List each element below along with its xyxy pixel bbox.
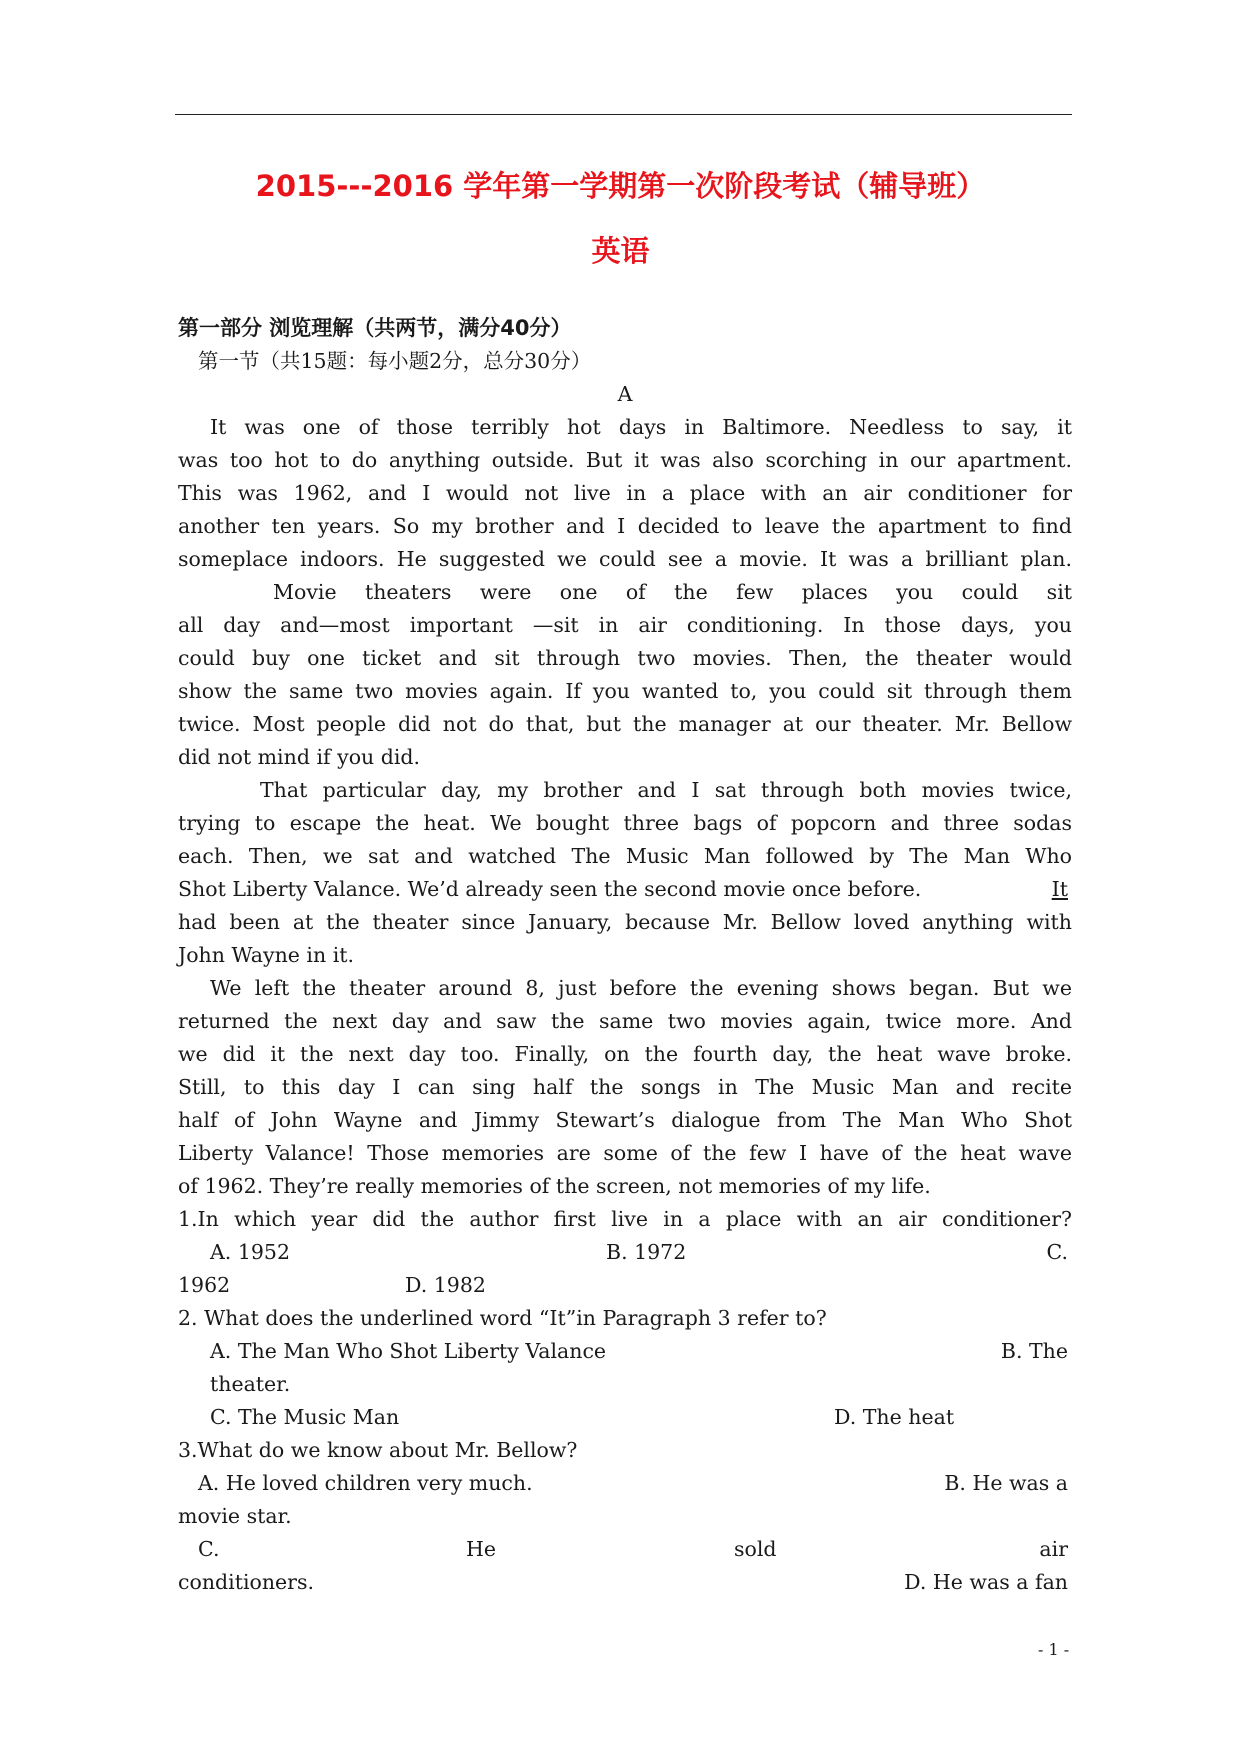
question-stem: 1.In which year did the author first live in a place with an air conditioner? — [178, 1207, 1072, 1231]
option-b: B. The — [1000, 1339, 1068, 1363]
passage-line: twice. Most people did not do that, but the manager at our theater. Mr. Bellow — [178, 712, 1072, 736]
question-options — [178, 1269, 1072, 1302]
option-c: C. — [198, 1537, 220, 1561]
passage-line: Liberty Valance! Those memories are some of the few I have of the heat wave — [178, 1141, 1072, 1165]
option-c-continued: conditioners. — [178, 1570, 315, 1594]
passage-line: show the same two movies again. If you wanted to, you could sit through them — [178, 679, 1072, 703]
option-a: A. He loved children very much. — [198, 1471, 533, 1495]
question-stem: 3.What do we know about Mr. Bellow? — [178, 1438, 578, 1462]
option-b-continued: theater. — [210, 1372, 291, 1396]
option-c-value: 1962 — [178, 1273, 231, 1297]
passage-line: could buy one ticket and sit through two movies. Then, the theater would — [178, 646, 1072, 670]
passage-line-with-underline — [178, 873, 1072, 906]
passage-line: This was 1962, and I would not live in a place with an air conditioner for — [178, 481, 1072, 505]
question-options — [178, 1566, 1072, 1599]
option-c-word: He — [466, 1537, 497, 1561]
exam-title: 2015---2016 学年第一学期第一次阶段考试（辅导班） — [255, 169, 986, 203]
passage-line: It was one of those terribly hot days in Baltimore. Needless to say, it — [210, 415, 1072, 439]
subject-title: 英语 — [591, 234, 650, 268]
passage-line: had been at the theater since January, because Mr. Bellow loved anything with — [178, 910, 1072, 934]
option-c-word: air — [1039, 1537, 1068, 1561]
question-options — [178, 1236, 1072, 1269]
passage-text: Shot Liberty Valance. We’d already seen the second movie once before. — [178, 877, 922, 901]
passage-line: of 1962. They’re really memories of the screen, not memories of my life. — [178, 1174, 931, 1198]
passage-line: another ten years. So my brother and I decided to leave the apartment to find — [178, 514, 1072, 538]
passage-line: someplace indoors. He suggested we could see a movie. It was a brilliant plan. — [178, 547, 1072, 571]
passage-line: Movie theaters were one of the few places you could sit — [273, 580, 1072, 604]
passage-line: was too hot to do anything outside. But it was also scorching in our apartment. — [178, 448, 1072, 472]
passage-line: we did it the next day too. Finally, on the fourth day, the heat wave broke. — [178, 1042, 1072, 1066]
part-heading: 第一部分 浏览理解（共两节，满分40分） — [178, 316, 572, 340]
option-d: D. He was a fan — [904, 1570, 1068, 1594]
option-b: B. He was a — [944, 1471, 1068, 1495]
passage-label: A — [617, 382, 633, 406]
passage-line: We left the theater around 8, just before the evening shows began. But we — [210, 976, 1072, 1000]
option-b: B. 1972 — [606, 1240, 687, 1264]
question-stem: 2. What does the underlined word “It”in Paragraph 3 refer to? — [178, 1306, 827, 1330]
option-c: C. — [1046, 1240, 1068, 1264]
passage-line: each. Then, we sat and watched The Music Man followed by The Man Who — [178, 844, 1072, 868]
underlined-word: It — [1051, 877, 1068, 901]
option-d: D. 1982 — [405, 1273, 486, 1297]
section-heading: 第一节（共15题：每小题2分，总分30分） — [198, 349, 592, 373]
question-options — [178, 1467, 1072, 1500]
header-rule — [175, 114, 1072, 115]
page-number: - 1 - — [1038, 1640, 1070, 1659]
option-d: D. The heat — [834, 1405, 955, 1429]
passage-line: all day and—most important —sit in air conditioning. In those days, you — [178, 613, 1072, 637]
option-c-word: sold — [734, 1537, 777, 1561]
question-options — [178, 1401, 1072, 1434]
option-a: A. 1952 — [210, 1240, 291, 1264]
passage-line: half of John Wayne and Jimmy Stewart’s dialogue from The Man Who Shot — [178, 1108, 1072, 1132]
passage-line: returned the next day and saw the same two movies again, twice more. And — [178, 1009, 1072, 1033]
question-options — [178, 1533, 1072, 1566]
option-b-continued: movie star. — [178, 1504, 292, 1528]
question-options — [178, 1335, 1072, 1368]
option-a: A. The Man Who Shot Liberty Valance — [210, 1339, 607, 1363]
passage-line: Still, to this day I can sing half the songs in The Music Man and recite — [178, 1075, 1072, 1099]
option-c: C. The Music Man — [210, 1405, 400, 1429]
passage-line: did not mind if you did. — [178, 745, 421, 769]
passage-line: trying to escape the heat. We bought three bags of popcorn and three sodas — [178, 811, 1072, 835]
passage-line: That particular day, my brother and I sat through both movies twice, — [260, 778, 1072, 802]
passage-line: John Wayne in it. — [178, 943, 355, 967]
